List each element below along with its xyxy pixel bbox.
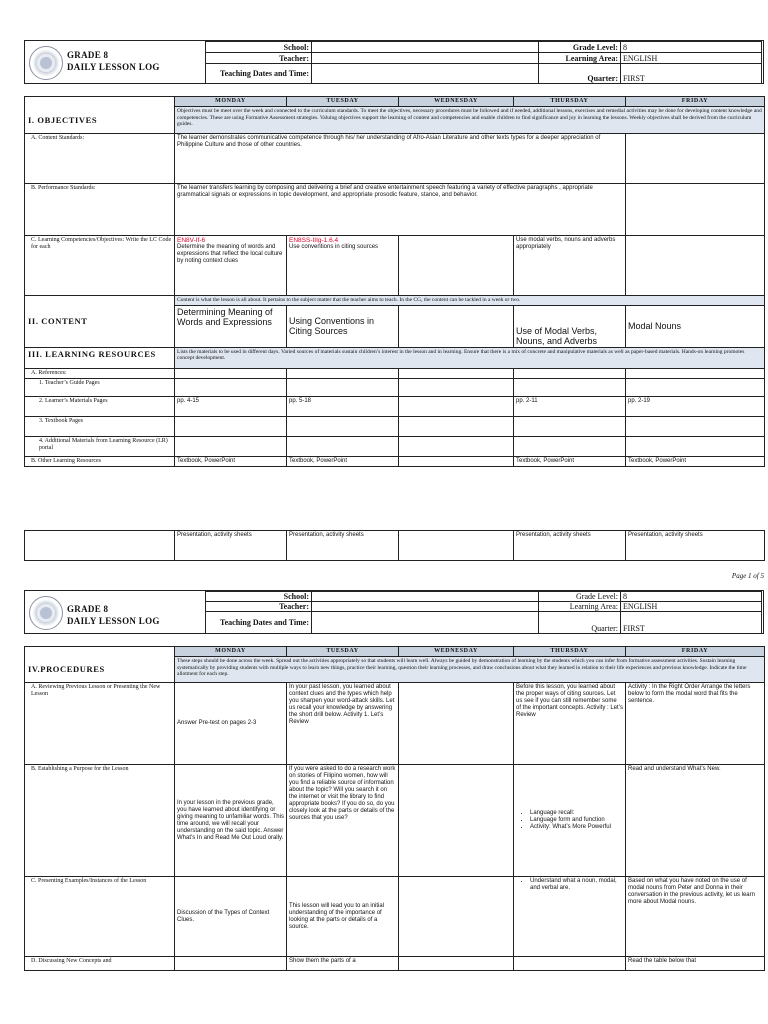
day-tuesday-2: TUESDAY <box>287 647 399 657</box>
school-field[interactable] <box>312 42 539 53</box>
other-res-wednesday[interactable] <box>399 456 514 466</box>
page-number: Page 1 of 5 <box>731 572 764 580</box>
school-field-2[interactable] <box>312 592 539 602</box>
purpose-label: B. Establishing a Purpose for the Lesson <box>25 765 175 877</box>
lc-code-tuesday: EN8SS-IIIg-1.6.4 <box>289 237 339 244</box>
content-standards-text[interactable]: The learner demonstrates communicative competence through his/ her understanding of Afro-Asian Literature and other texts types for a deeper appreciation of Philippine Culture and those of other countries. <box>175 134 626 184</box>
competency-tuesday-text: Use conventions in citing sources <box>289 244 379 250</box>
review-wednesday[interactable] <box>399 683 514 765</box>
textbook-pages-label: 3. Textbook Pages <box>25 416 175 436</box>
content-wednesday[interactable] <box>399 305 514 347</box>
lr-portal-label: 4. Additional Materials from Learning Resource (LR) portal <box>25 436 175 456</box>
learning-area-value-2[interactable]: ENGLISH <box>621 602 762 612</box>
examples-label: C. Presenting Examples/Instances of the Lesson <box>25 877 175 957</box>
day-wednesday-2: WEDNESDAY <box>399 647 514 657</box>
list-item: • Activity: What’s More Powerful <box>530 824 623 831</box>
list-item: • Understand what a noun, modal, and verbal are. <box>530 878 623 892</box>
blank-corner <box>25 97 175 107</box>
quarter-label: Quarter: <box>539 64 621 84</box>
discussing-label: D. Discussing New Concepts and <box>25 957 175 971</box>
header-info-table <box>205 41 762 84</box>
other-res-friday[interactable]: Textbook, PowerPoint <box>626 456 765 466</box>
examples-thursday-list <box>516 878 623 892</box>
competencies-label: C. Learning Competencies/Objectives: Write the LC Code for each <box>25 236 175 296</box>
grade-level-label-2: Grade Level: <box>539 592 621 602</box>
ref-tue[interactable] <box>287 368 399 378</box>
content-desc: Content is what the lesson is all about. It pertains to the subject matter that the teacher aims to teach. In the CG, the content can be tackled in a week or two. <box>175 296 765 306</box>
review-tuesday[interactable]: In your past lesson, you learned about context clues and the types which help you sharpen your word-attack skills. Let us recall your knowledge by answering the short drill below. Activity 1. Let’s Review <box>287 683 399 765</box>
performance-standards-label: B. Performance Standards: <box>25 184 175 236</box>
examples-thursday[interactable] <box>514 877 626 957</box>
day-thursday-2: THURSDAY <box>514 647 626 657</box>
list-item: • Language form and function <box>530 817 623 824</box>
examples-tuesday[interactable]: This lesson will lead you to an initial understanding of the importance of looking at the parts or details of a source. <box>287 877 399 957</box>
review-thursday[interactable]: Before this lesson, you learned about the proper ways of citing sources. Let us see if you can still remember some of the important concepts. Activity : Let’s Review <box>514 683 626 765</box>
references-label: A. References: <box>25 368 175 378</box>
teachers-guide-label: 1. Teacher’s Guide Pages <box>25 378 175 396</box>
school-label: School: <box>206 42 312 53</box>
content-monday[interactable]: Determining Meaning of Words and Expressions <box>175 305 287 347</box>
day-monday-2: MONDAY <box>175 647 287 657</box>
lm-thursday[interactable]: pp. 2-11 <box>514 396 626 416</box>
lr-fri[interactable] <box>626 436 765 456</box>
grade-title: GRADE 8 <box>67 50 109 60</box>
examples-friday[interactable]: Based on what you have noted on the use of modal nouns from Peter and Donna in their conversation in the previous activity, let us learn more about Modal nouns. <box>626 877 765 957</box>
objectives-heading: I. OBJECTIVES <box>25 107 175 134</box>
discussing-tuesday[interactable]: Show them the parts of a <box>287 957 399 971</box>
competency-tuesday[interactable] <box>287 236 399 296</box>
deped-seal-icon <box>29 46 63 80</box>
tg-thu[interactable] <box>514 378 626 396</box>
examples-wednesday[interactable] <box>399 877 514 957</box>
header-info-table-2 <box>205 591 762 634</box>
competency-monday[interactable] <box>175 236 287 296</box>
blank-corner-2 <box>25 647 175 657</box>
ref-fri[interactable] <box>626 368 765 378</box>
competency-friday[interactable] <box>626 236 765 296</box>
pres-wednesday[interactable] <box>399 531 514 561</box>
ref-wed[interactable] <box>399 368 514 378</box>
quarter-value[interactable]: FIRST <box>621 64 762 84</box>
competency-thursday[interactable]: Use modal verbs, nouns and adverbs appropriately <box>514 236 626 296</box>
day-friday-2: FRIDAY <box>626 647 765 657</box>
performance-standards-text[interactable]: The learner transfers learning by composing and delivering a brief and creative entertainment speech featuring a variety of effective paragraphs , appropriate grammatical signals or expressions in topic development, and appropriate prosodic feature, stance, and behavior. <box>175 184 626 236</box>
tg-tue[interactable] <box>287 378 399 396</box>
list-item: • Language recall: <box>530 810 623 817</box>
purpose-tuesday[interactable]: If you were asked to do a research work on stories of Filipino women, how will you find a reliable source of information about the topic? Will you search it on the internet or visit the library to find appropriate books? If you do so, do you closely look at the parts or details of the sources that you use? <box>287 765 399 877</box>
tb-wed[interactable] <box>399 416 514 436</box>
pres-tuesday[interactable]: Presentation, activity sheets <box>287 531 399 561</box>
lm-tuesday[interactable]: pp. 5-18 <box>287 396 399 416</box>
tg-fri[interactable] <box>626 378 765 396</box>
discussing-monday[interactable] <box>175 957 287 971</box>
dates-field[interactable] <box>312 64 539 84</box>
procedures-heading: IV.PROCEDURES <box>25 657 175 683</box>
resources-desc: Lists the materials to be used in different days. Varied sources of materials sustain children’s interest in the lesson and in learning. Ensure that there is a mix of concrete and manipulative materials as well as paper-based materials. Hands-on learning promotes concept development. <box>175 347 765 368</box>
lesson-table-page-1 <box>24 96 765 467</box>
day-wednesday: WEDNESDAY <box>399 97 514 107</box>
grade-title-2: GRADE 8 <box>67 604 109 614</box>
lesson-table-page-1-continued <box>24 530 765 561</box>
grade-level-label: Grade Level: <box>539 42 621 53</box>
dates-label-2: Teaching Dates and Time: <box>206 612 312 634</box>
quarter-label-2: Quarter: <box>539 612 621 634</box>
tg-wed[interactable] <box>399 378 514 396</box>
day-thursday: THURSDAY <box>514 97 626 107</box>
content-tuesday[interactable]: Using Conventions in Citing Sources <box>287 305 399 347</box>
content-friday[interactable]: Modal Nouns <box>626 305 765 347</box>
review-friday[interactable]: Activity : In the Right Order Arrange the letters below to form the modal word that fits the sentence. <box>626 683 765 765</box>
day-friday: FRIDAY <box>626 97 765 107</box>
learning-resources-heading: III. LEARNING RESOURCES <box>25 347 175 368</box>
competency-monday-text: Determine the meaning of words and expressions that reflect the local culture by noting context clues <box>177 244 283 264</box>
lm-wednesday[interactable] <box>399 396 514 416</box>
deped-seal-icon-2 <box>29 596 63 630</box>
lesson-table-page-2 <box>24 646 765 971</box>
purpose-friday[interactable]: Read and understand What’s New. <box>626 765 765 877</box>
pres-monday[interactable]: Presentation, activity sheets <box>175 531 287 561</box>
lc-code-monday: EN8V-If-6 <box>177 237 206 244</box>
learning-area-label-2: Learning Area: <box>539 602 621 612</box>
tb-thu[interactable] <box>514 416 626 436</box>
reviewing-label: A. Reviewing Previous Lesson or Presenting the New Lesson <box>25 683 175 765</box>
dates-field-2[interactable] <box>312 612 539 634</box>
page-header <box>24 40 764 84</box>
other-resources-label: B. Other Learning Resources <box>25 456 175 466</box>
day-monday: MONDAY <box>175 97 287 107</box>
tb-mon[interactable] <box>175 416 287 436</box>
pres-friday[interactable]: Presentation, activity sheets <box>626 531 765 561</box>
discussing-thursday[interactable] <box>514 957 626 971</box>
teacher-label-2: Teacher: <box>206 602 312 612</box>
ref-thu[interactable] <box>514 368 626 378</box>
other-res-monday[interactable]: Textbook, PowerPoint <box>175 456 287 466</box>
objectives-desc: Objectives must be meet over the week and connected to the curriculum standards. To meet the objectives, necessary procedures must be followed and if needed, additional lessons, exercises and remedial activities may be done for developing content knowledge and competencies. These are using Formative Assessment strategies. Valuing objectives support the learning of content and competencies and enable children to find significance and joy in learning the lessons. Weekly objectives shall be derived from the curriculum guides. <box>175 107 765 134</box>
page-header-2 <box>24 590 764 634</box>
tg-mon[interactable] <box>175 378 287 396</box>
lr-mon[interactable] <box>175 436 287 456</box>
quarter-value-2[interactable]: FIRST <box>621 612 762 634</box>
lm-friday[interactable]: pp. 2-19 <box>626 396 765 416</box>
teacher-field-2[interactable] <box>312 602 539 612</box>
pres-thursday[interactable]: Presentation, activity sheets <box>514 531 626 561</box>
grade-level-value-2[interactable]: 8 <box>621 592 762 602</box>
examples-monday[interactable]: Discussion of the Types of Context Clues. <box>175 877 287 957</box>
school-label-2: School: <box>206 592 312 602</box>
lr-thu[interactable] <box>514 436 626 456</box>
purpose-thursday-list <box>516 810 623 831</box>
teacher-label: Teacher: <box>206 53 312 64</box>
ref-mon[interactable] <box>175 368 287 378</box>
content-heading: II. CONTENT <box>25 296 175 348</box>
teacher-field[interactable] <box>312 53 539 64</box>
continued-label <box>25 531 175 561</box>
content-standards-label: A. Content Standards: <box>25 134 175 184</box>
learning-area-label: Learning Area: <box>539 53 621 64</box>
lr-wed[interactable] <box>399 436 514 456</box>
discussing-friday[interactable]: Read the table below that <box>626 957 765 971</box>
learning-area-value[interactable]: ENGLISH <box>621 53 762 64</box>
performance-standards-fri[interactable] <box>626 184 765 236</box>
content-thursday[interactable]: Use of Modal Verbs, Nouns, and Adverbs <box>514 305 626 347</box>
dates-label: Teaching Dates and Time: <box>206 64 312 84</box>
tb-tue[interactable] <box>287 416 399 436</box>
lm-monday[interactable]: pp. 4-15 <box>175 396 287 416</box>
day-tuesday: TUESDAY <box>287 97 399 107</box>
content-standards-fri[interactable] <box>626 134 765 184</box>
other-res-thursday[interactable]: Textbook, PowerPoint <box>514 456 626 466</box>
lesson-log-page-1 <box>24 40 764 580</box>
lesson-log-page-2 <box>24 590 764 1024</box>
review-monday[interactable]: Answer Pre-test on pages 2-3 <box>175 683 287 765</box>
lr-tue[interactable] <box>287 436 399 456</box>
purpose-wednesday[interactable] <box>399 765 514 877</box>
purpose-thursday[interactable] <box>514 765 626 877</box>
other-res-tuesday[interactable]: Textbook, PowerPoint <box>287 456 399 466</box>
log-title-2: DAILY LESSON LOG <box>67 616 160 626</box>
discussing-wednesday[interactable] <box>399 957 514 971</box>
procedures-desc: These steps should be done across the week. Spread out the activities appropriately so that students will learn well. Always be guided by demonstration of learning by the students which you can infer from formative assessment activities. Sustain learning systematically by providing students with multiple ways to learn new things, practice their learning, question their learning processes, and draw conclusions about what they learned in relation to their life experiences and previous knowledge. Indicate the time allotment for each step. <box>175 657 765 683</box>
log-title: DAILY LESSON LOG <box>67 62 160 72</box>
competency-wednesday[interactable] <box>399 236 514 296</box>
grade-level-value[interactable]: 8 <box>621 42 762 53</box>
tb-fri[interactable] <box>626 416 765 436</box>
purpose-monday[interactable]: In your lesson in the previous grade, you have learned about identifying or giving meaning to unfamiliar words. This time around, we will recall your understanding on the said topic. Answer What’s In and Read Me Out Loud orally. <box>175 765 287 877</box>
learners-materials-label: 2. Learner’s Materials Pages <box>25 396 175 416</box>
